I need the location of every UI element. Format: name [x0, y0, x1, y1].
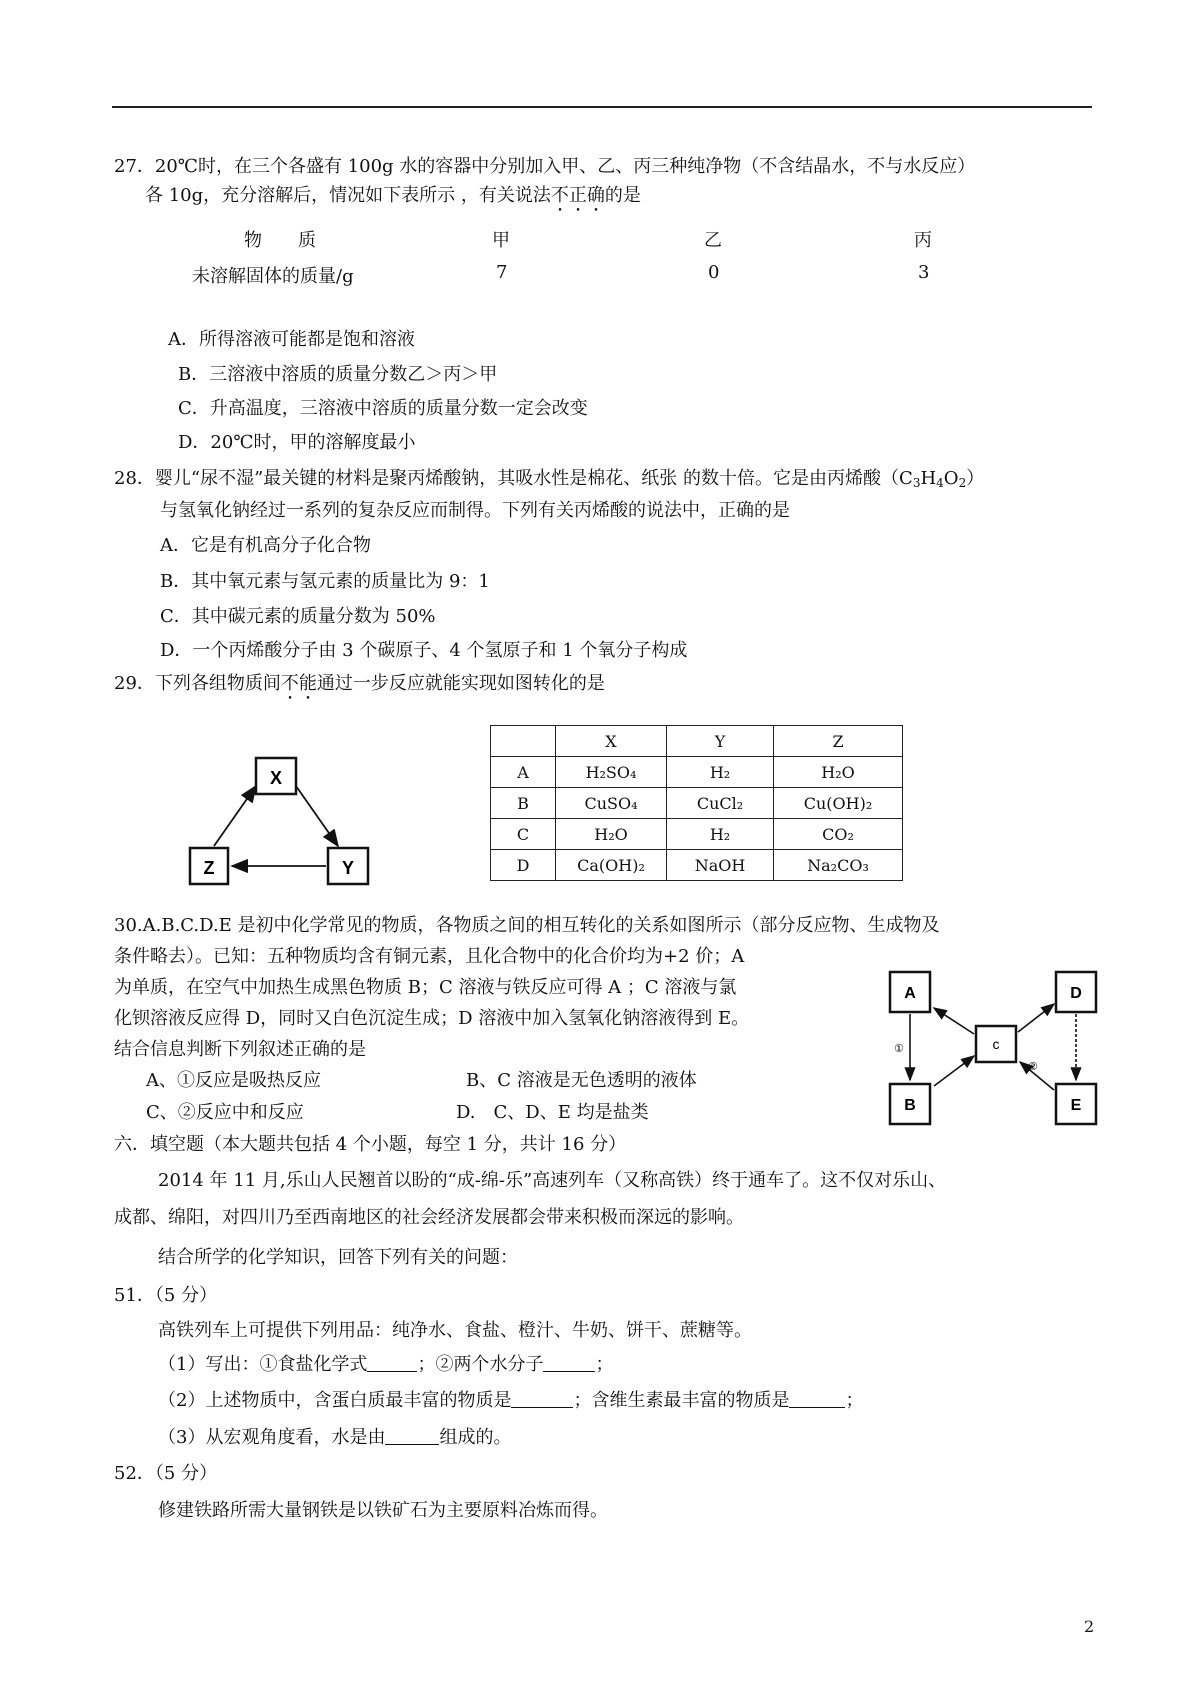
answer-blank: [543, 1355, 595, 1372]
table-cell: [491, 726, 556, 757]
table-cell: CuCl₂: [667, 788, 774, 819]
node-x-label: X: [269, 768, 283, 788]
q27-table-header-substance: 物 质: [244, 230, 316, 251]
q30-line2: 条件略去）。已知：五种物质均含有铜元素，且化合物中的化合价均为+2 价；A: [114, 946, 745, 967]
q27-table-row-label: 未溶解固体的质量/g: [192, 266, 354, 287]
answer-blank: [367, 1355, 417, 1372]
section6-intro-line1: 2014 年 11 月,乐山人民翘首以盼的“成-绵-乐”高速列车（又称高铁）终于通车了。这不仅对乐山、: [158, 1170, 947, 1191]
node-z-label: Z: [203, 858, 215, 878]
marker-2: ②: [1028, 1060, 1038, 1073]
q28-option-d: D．一个丙烯酸分子由 3 个碳原子、4 个氢原子和 1 个氧分子构成: [160, 640, 688, 661]
section6-intro-line2: 成都、绵阳，对四川乃至西南地区的社会经济发展都会带来积极而深远的影响。: [114, 1207, 744, 1228]
node-y-label: Y: [341, 858, 355, 878]
table-cell: H₂SO₄: [556, 757, 667, 788]
q27-table-cell-jia: 7: [496, 262, 508, 283]
q29-triangle-diagram: [180, 748, 380, 888]
q30-relation-diagram: [880, 966, 1100, 1136]
q30-option-a: A、①反应是吸热反应: [146, 1070, 321, 1091]
q51-part2: （2）上述物质中，含蛋白质最丰富的物质是 ；含维生素最丰富的物质是 ；: [158, 1390, 864, 1411]
q30-line1: 30.A.B.C.D.E 是初中化学常见的物质，各物质之间的相互转化的关系如图所示（部分反应物、生成物及: [114, 915, 940, 936]
q30-option-d: D. C、D、E 均是盐类: [456, 1102, 649, 1123]
table-row: [491, 788, 903, 819]
page-number: 2: [1084, 1617, 1095, 1636]
node-a-label: A: [904, 985, 916, 1002]
node-c-label: c: [992, 1036, 1000, 1052]
arrow-c-to-d: [1018, 1004, 1054, 1032]
q30-line3: 为单质，在空气中加热生成黑色物质 B；C 溶液与铁反应可得 A ；C 溶液与氯: [114, 977, 737, 998]
q51-part3: （3）从宏观角度看，水是由 组成的。: [158, 1427, 512, 1448]
table-cell: B: [491, 788, 556, 819]
q30-line5: 结合信息判断下列叙述正确的是: [114, 1039, 366, 1060]
q51-title: 51．（5 分）: [114, 1285, 218, 1306]
table-cell: H₂: [667, 819, 774, 850]
q27-table-header-jia: 甲: [492, 230, 510, 251]
q27-table-header-yi: 乙: [704, 230, 722, 251]
node-b-label: B: [904, 1097, 916, 1114]
table-cell: Z: [774, 726, 903, 757]
q28-option-b: B．其中氧元素与氢元素的质量比为 9：1: [160, 571, 490, 592]
table-cell: D: [491, 850, 556, 881]
q30-option-c: C、②反应中和反应: [146, 1102, 304, 1123]
q27-option-c: C．升高温度，三溶液中溶质的质量分数一定会改变: [178, 398, 588, 419]
q27-line2: 各 10g，充分溶解后，情况如下表所示 ，有关说法不正确的是: [145, 185, 641, 206]
q51-part1: （1）写出：①食盐化学式 ；②两个水分子 ；: [158, 1354, 614, 1375]
header-rule: [112, 106, 1092, 108]
answer-blank: [789, 1391, 845, 1408]
q27-option-a: A．所得溶液可能都是饱和溶液: [168, 329, 415, 350]
q28-option-a: A．它是有机高分子化合物: [160, 535, 371, 556]
table-cell: Na₂CO₃: [774, 850, 903, 881]
table-cell: X: [556, 726, 667, 757]
table-cell: Ca(OH)₂: [556, 850, 667, 881]
q27-table-header-bing: 丙: [914, 230, 932, 251]
q27-option-b: B．三溶液中溶质的质量分数乙＞丙＞甲: [178, 364, 498, 385]
table-row: [491, 819, 903, 850]
q27-table-cell-yi: 0: [708, 262, 720, 283]
arrow-x-to-y: [296, 786, 338, 846]
answer-blank: [511, 1391, 573, 1408]
arrow-z-to-x: [214, 786, 256, 846]
table-cell: CuSO₄: [556, 788, 667, 819]
q29-options-table: [490, 725, 903, 881]
q28-option-c: C．其中碳元素的质量分数为 50%: [160, 606, 436, 627]
table-row: [491, 850, 903, 881]
table-cell: CO₂: [774, 819, 903, 850]
q30-line4: 化钡溶液反应得 D，同时又白色沉淀生成；D 溶液中加入氢氧化钠溶液得到 E。: [114, 1008, 750, 1029]
section6-heading: 六．填空题（本大题共包括 4 个小题，每空 1 分，共计 16 分）: [114, 1134, 627, 1155]
q29-line: 29．下列各组物质间不能通过一步反应就能实现如图转化的是: [114, 673, 605, 694]
table-cell: H₂O: [774, 757, 903, 788]
q27-line1: 27．20℃时，在三个各盛有 100g 水的容器中分别加入甲、乙、丙三种纯净物（不含结晶水，不与水反应）: [114, 156, 976, 177]
arrow-b-to-c: [934, 1056, 974, 1086]
q27-table-cell-bing: 3: [918, 262, 930, 283]
q52-title: 52．（5 分）: [114, 1463, 218, 1484]
table-cell: C: [491, 819, 556, 850]
answer-blank: [385, 1428, 439, 1445]
node-e-label: E: [1070, 1097, 1082, 1114]
q52-stem: 修建铁路所需大量钢铁是以铁矿石为主要原料冶炼而得。: [158, 1500, 608, 1521]
table-cell: A: [491, 757, 556, 788]
table-cell: H₂O: [556, 819, 667, 850]
marker-1: ①: [894, 1042, 904, 1055]
node-d-label: D: [1070, 985, 1082, 1002]
arrow-c-to-a: [934, 1008, 974, 1034]
q27-option-d: D．20℃时，甲的溶解度最小: [178, 432, 416, 453]
q28-line2: 与氢氧化钠经过一系列的复杂反应而制得。下列有关丙烯酸的说法中，正确的是: [160, 500, 790, 521]
table-cell: NaOH: [667, 850, 774, 881]
table-cell: H₂: [667, 757, 774, 788]
section6-intro-line3: 结合所学的化学知识，回答下列有关的问题：: [158, 1247, 518, 1268]
table-row: [491, 726, 903, 757]
q51-stem: 高铁列车上可提供下列用品：纯净水、食盐、橙汁、牛奶、饼干、蔗糖等。: [158, 1320, 752, 1341]
q30-option-b: B、C 溶液是无色透明的液体: [466, 1070, 697, 1091]
q28-line1: 28．婴儿“尿不湿”最关键的材料是聚丙烯酸钠，其吸水性是棉花、纸张 的数十倍。它是由丙烯酸$(C_3H_4O_2)$: [114, 468, 985, 490]
table-cell: Cu(OH)₂: [774, 788, 903, 819]
table-cell: Y: [667, 726, 774, 757]
table-row: [491, 757, 903, 788]
